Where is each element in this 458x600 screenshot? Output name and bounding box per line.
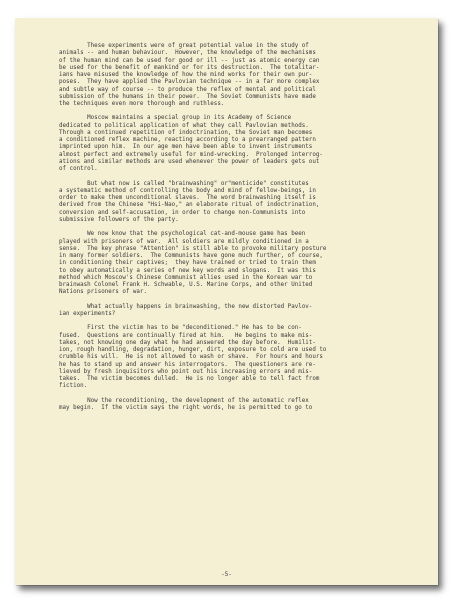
text-line: brainwash Colonel Frank H. Schwable, U.S. Marine Corps, and other United — [59, 282, 313, 289]
text-line: may begin. If the victim says the right words, he is permitted to go to — [59, 405, 313, 412]
text-line: poses. They have applied the Pavlovian technique -- in a far more complex — [59, 79, 320, 86]
text-line: submissive followers of the party. — [59, 216, 179, 223]
text-line: a systematic method of controlling the body and mind of fellow-beings, in — [59, 187, 316, 194]
text-line: ations and similar methods are used whenever the power of leaders gets out — [59, 158, 320, 165]
text-line: fiction. — [59, 383, 88, 390]
text-line: These experiments were of great potential value in the study of — [59, 43, 309, 49]
text-line: and subtle way of course -- to produce the reflex of mental and political — [59, 86, 316, 93]
body-text — [59, 43, 418, 412]
text-line: We now know that the psychological cat-and-mouse game has been — [59, 231, 306, 238]
text-line: lieved by fresh inquisitors who point out his increasing errors and mis- — [59, 368, 313, 375]
text-line: ian experiments? — [59, 311, 116, 317]
text-line: takes. The victim becomes dulled. He is no longer able to tell fact from — [59, 376, 320, 383]
page-number: -5- — [221, 571, 232, 578]
text-line: animals -- and human behaviour. However, the knowledge of the mechanisms — [59, 50, 316, 57]
text-line: in conditioning their captives; they have trained or tried to train them — [59, 260, 316, 267]
text-line: dedicated to political application of what they call Pavlovian methods. — [59, 122, 309, 129]
text-line: to obey automatically a series of new key words and slogans. It was this — [59, 267, 316, 274]
text-line: Through a continued repetition of indoctrination, the Soviet man becomes — [59, 129, 313, 136]
text-line: crumble his will. He is not allowed to wash or shave. For hours and hours — [59, 354, 323, 361]
text-line: Now the reconditioning, the development of the automatic reflex — [59, 397, 309, 404]
paragraph — [59, 181, 418, 225]
text-line: submission of the humans in their power. The Soviet Communists have made — [59, 93, 316, 100]
paragraph — [59, 115, 418, 173]
text-line: What actually happens in brainwashing, the new distorted Pavlov- — [59, 303, 313, 310]
text-line: in many former soldiers. The Communists have gone much further, of course, — [59, 253, 323, 260]
paragraph — [59, 43, 418, 108]
text-line: a conditioned reflex machine, reacting according to a prearranged pattern — [59, 137, 316, 144]
text-line: fused. Questions are continually fired at him. He begins to make mis- — [59, 332, 313, 339]
text-line: ion, rough handling, degradation, hunger, dirt, exposure to cold are used to — [59, 347, 327, 354]
text-line: almost perfect and extremely useful for mind-wrecking. Prolonged interrog- — [59, 151, 323, 158]
text-line: conversion and self-accusation, in order to change non-Communists into — [59, 209, 306, 216]
text-line: imprinted upon him. In our age men have been able to invent instruments — [59, 144, 313, 151]
document-page — [15, 18, 438, 585]
text-line: ians have misused the knowledge of how the mind works for their own pur- — [59, 72, 313, 78]
text-line: Nations prisoners of war. — [59, 289, 147, 296]
paragraph — [59, 398, 418, 413]
text-line: sense. The key phrase "Attention" is still able to provoke military posture — [59, 245, 327, 252]
text-line: First the victim has to be "deconditioned." He has to be con- — [59, 325, 302, 332]
paragraph — [59, 304, 418, 319]
text-line: method which Moscow's Chinese Communist allies used in the Korean war to — [59, 274, 313, 281]
paragraph — [59, 325, 418, 390]
paragraph — [59, 231, 418, 296]
text-line: the techniques even more thorough and ruthless. — [59, 101, 225, 107]
text-line: takes, not knowing one day what he had answered the day before. Humilit- — [59, 339, 316, 346]
text-line: be used for the benefit of mankind or for its destruction. The totalitar- — [59, 64, 320, 71]
text-line: played with prisoners of war. All soldiers are mildly conditioned in a — [59, 238, 309, 245]
text-line: he has to stand up and answer his interrogators. The questioners are re- — [59, 361, 316, 368]
text-line: order to make them unconditional slaves. The word brainwashing itself is — [59, 195, 316, 202]
text-line: of the human mind can be used for good or ill -- just as atomic energy can — [59, 57, 320, 64]
text-line: derived from the Chinese "Hsi-Nao," an elaborate ritual of indoctrination, — [59, 202, 320, 209]
text-line: Moscow maintains a special group in its Academy of Science — [59, 115, 292, 122]
text-line: of control. — [59, 166, 98, 173]
text-line: But what now is called "brainwashing" or"menticide" constitutes — [59, 180, 309, 187]
